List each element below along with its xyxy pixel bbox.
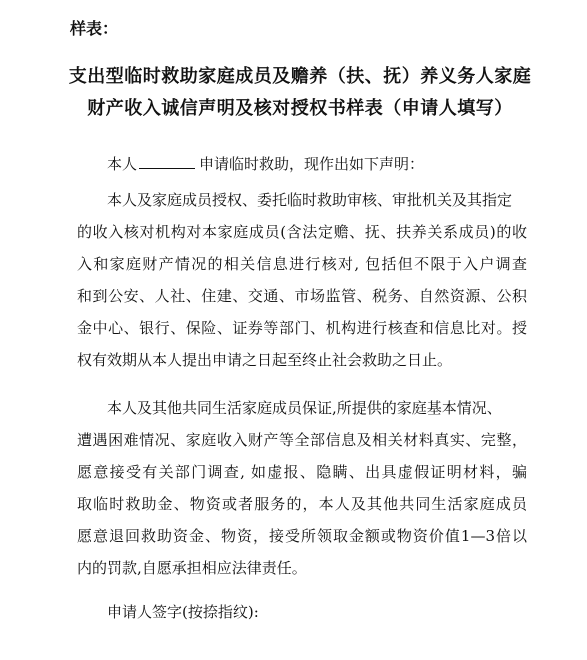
paragraph-line: 愿意接受有关部门调查, 如虚报、隐瞒、出具虚假证明材料，骗 [77, 463, 527, 481]
signature-section [77, 596, 527, 628]
paragraph-line: 取临时救助金、物资或者服务的，本人及其他共同生活家庭成员 [77, 495, 527, 513]
guarantee-paragraph [77, 392, 527, 584]
paragraph-line: 愿意退回救助资金、物资，接受所领取金额或物资价值1—3倍以 [77, 527, 527, 545]
signature-label: 申请人签字(按捺指纹): [107, 603, 259, 621]
paragraph-line: 本人及其他共同生活家庭成员保证,所提供的家庭基本情况、 [107, 399, 502, 417]
paragraph-line: 入和家庭财产情况的相关信息进行核对, 包括但不限于入户调查 [77, 255, 527, 273]
paragraph-line: 的收入核对机构对本家庭成员(含法定赡、抚、扶养关系成员)的收 [77, 223, 527, 241]
paragraph-line: 本人及家庭成员授权、委托临时救助审核、审批机关及其指定 [107, 191, 513, 209]
paragraph-line: 和到公安、人社、住建、交通、市场监管、税务、自然资源、公积 [77, 287, 527, 305]
paragraph-line: 权有效期从本人提出申请之日起至终止社会救助之日止。 [77, 351, 453, 369]
paragraph-line: 遭遇困难情况、家庭收入财产等全部信息及相关材料真实、完整， [77, 431, 527, 449]
authorization-paragraph [77, 184, 527, 376]
declaration-prefix: 本人 [107, 155, 138, 173]
paragraph-line: 金中心、银行、保险、证券等部门、机构进行核查和信息比对。授 [77, 319, 527, 337]
document-title-line-2: 财产收入诚信声明及核对授权书样表（申请人填写） [87, 98, 513, 119]
applicant-declaration [77, 148, 527, 180]
paragraph-line: 内的罚款,自愿承担相应法律责任。 [77, 559, 307, 577]
document-title-line-1: 支出型临时救助家庭成员及赡养（扶、抚）养义务人家庭 [68, 66, 532, 87]
applicant-name-blank[interactable] [139, 150, 195, 169]
declaration-suffix: 申请临时救助，现作出如下声明： [199, 155, 425, 173]
sample-label: 样表： [70, 19, 119, 38]
